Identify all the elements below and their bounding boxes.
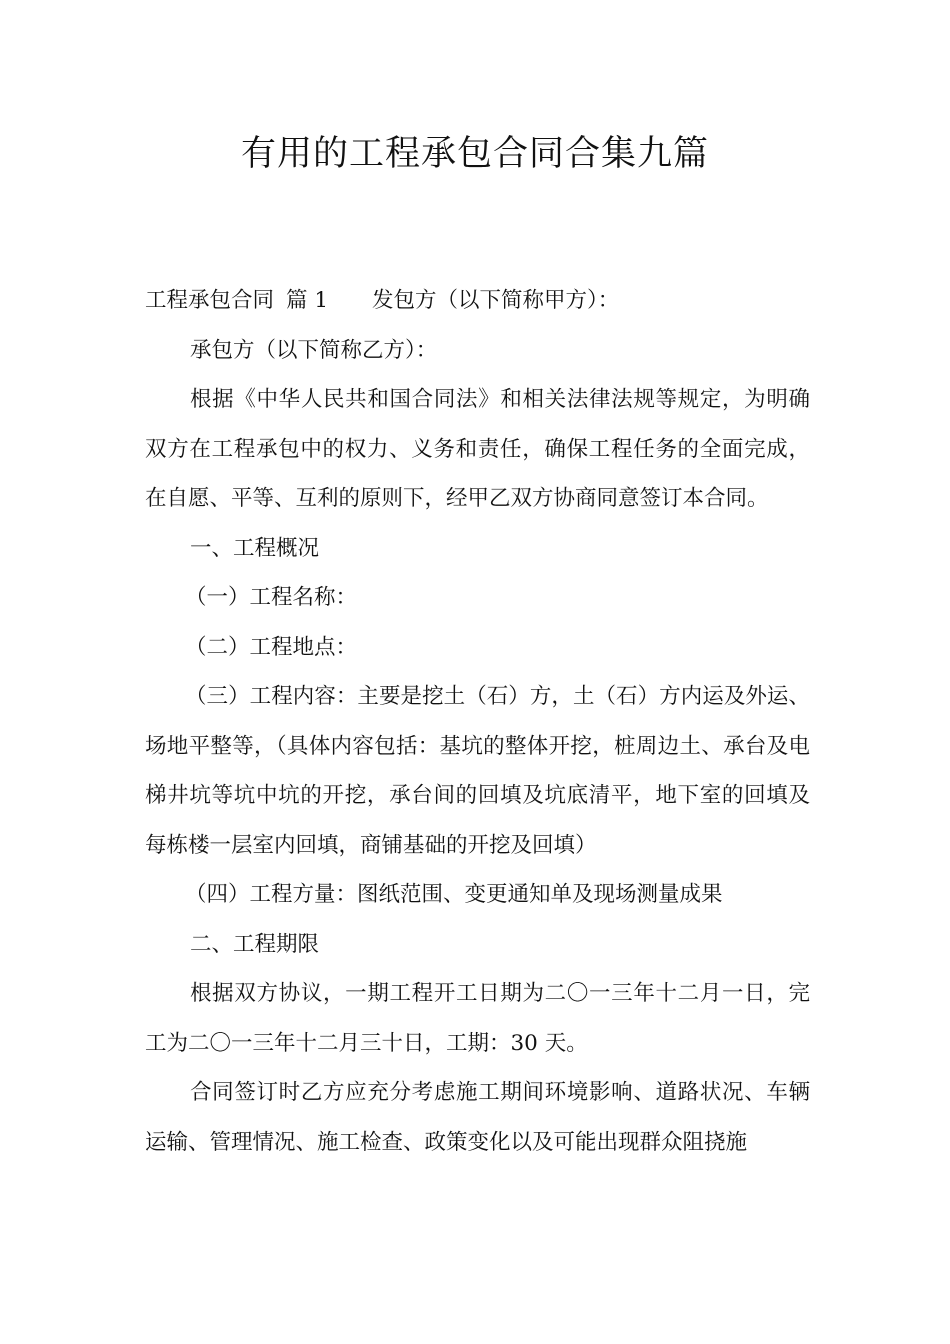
item-project-quantity: （四）工程方量：图纸范围、变更通知单及现场测量成果 xyxy=(185,882,723,907)
item-project-name: （一）工程名称： xyxy=(185,585,358,610)
paragraph-schedule: 根据双方协议，一期工程开工日期为二〇一三年十二月一日，完工为二〇一三年十二月三十日，工期：30 天。 xyxy=(145,981,810,1056)
issuer-line: 发包方（以下简称甲方）： xyxy=(372,288,620,313)
document-title: 有用的工程承包合同合集九篇 xyxy=(240,134,709,174)
paragraph-preamble: 根据《中华人民共和国合同法》和相关法律法规等规定，为明确双方在工程承包中的权力、义务和责任，确保工程任务的全面完成，在自愿、平等、互利的原则下，经甲乙双方协商同意签订本合同。 xyxy=(145,387,810,511)
section-number: 篇 1 xyxy=(286,288,329,313)
document-body xyxy=(145,276,810,1167)
heading-project-period: 二、工程期限 xyxy=(190,931,320,957)
first-line xyxy=(145,276,810,326)
item-project-location: （二）工程地点： xyxy=(185,634,358,660)
paragraph-considerations: 合同签订时乙方应充分考虑施工期间环境影响、道路状况、车辆运输、管理情况、施工检查、政策变化以及可能出现群众阻挠施 xyxy=(145,1080,810,1155)
item-project-content: （三）工程内容：主要是挖土（石）方，土（石）方内运及外运、场地平整等，（具体内容包括：基坑的整体开挖，桩周边土、承台及电梯井坑等坑中坑的开挖，承台间的回填及坑底清平，地下室的回填及每栋楼一层室内回填，商铺基础的开挖及回填） xyxy=(145,684,810,858)
contract-label: 工程承包合同 xyxy=(145,288,275,313)
heading-project-overview: 一、工程概况 xyxy=(190,535,320,561)
paragraph-contractor: 承包方（以下简称乙方）： xyxy=(190,337,438,363)
